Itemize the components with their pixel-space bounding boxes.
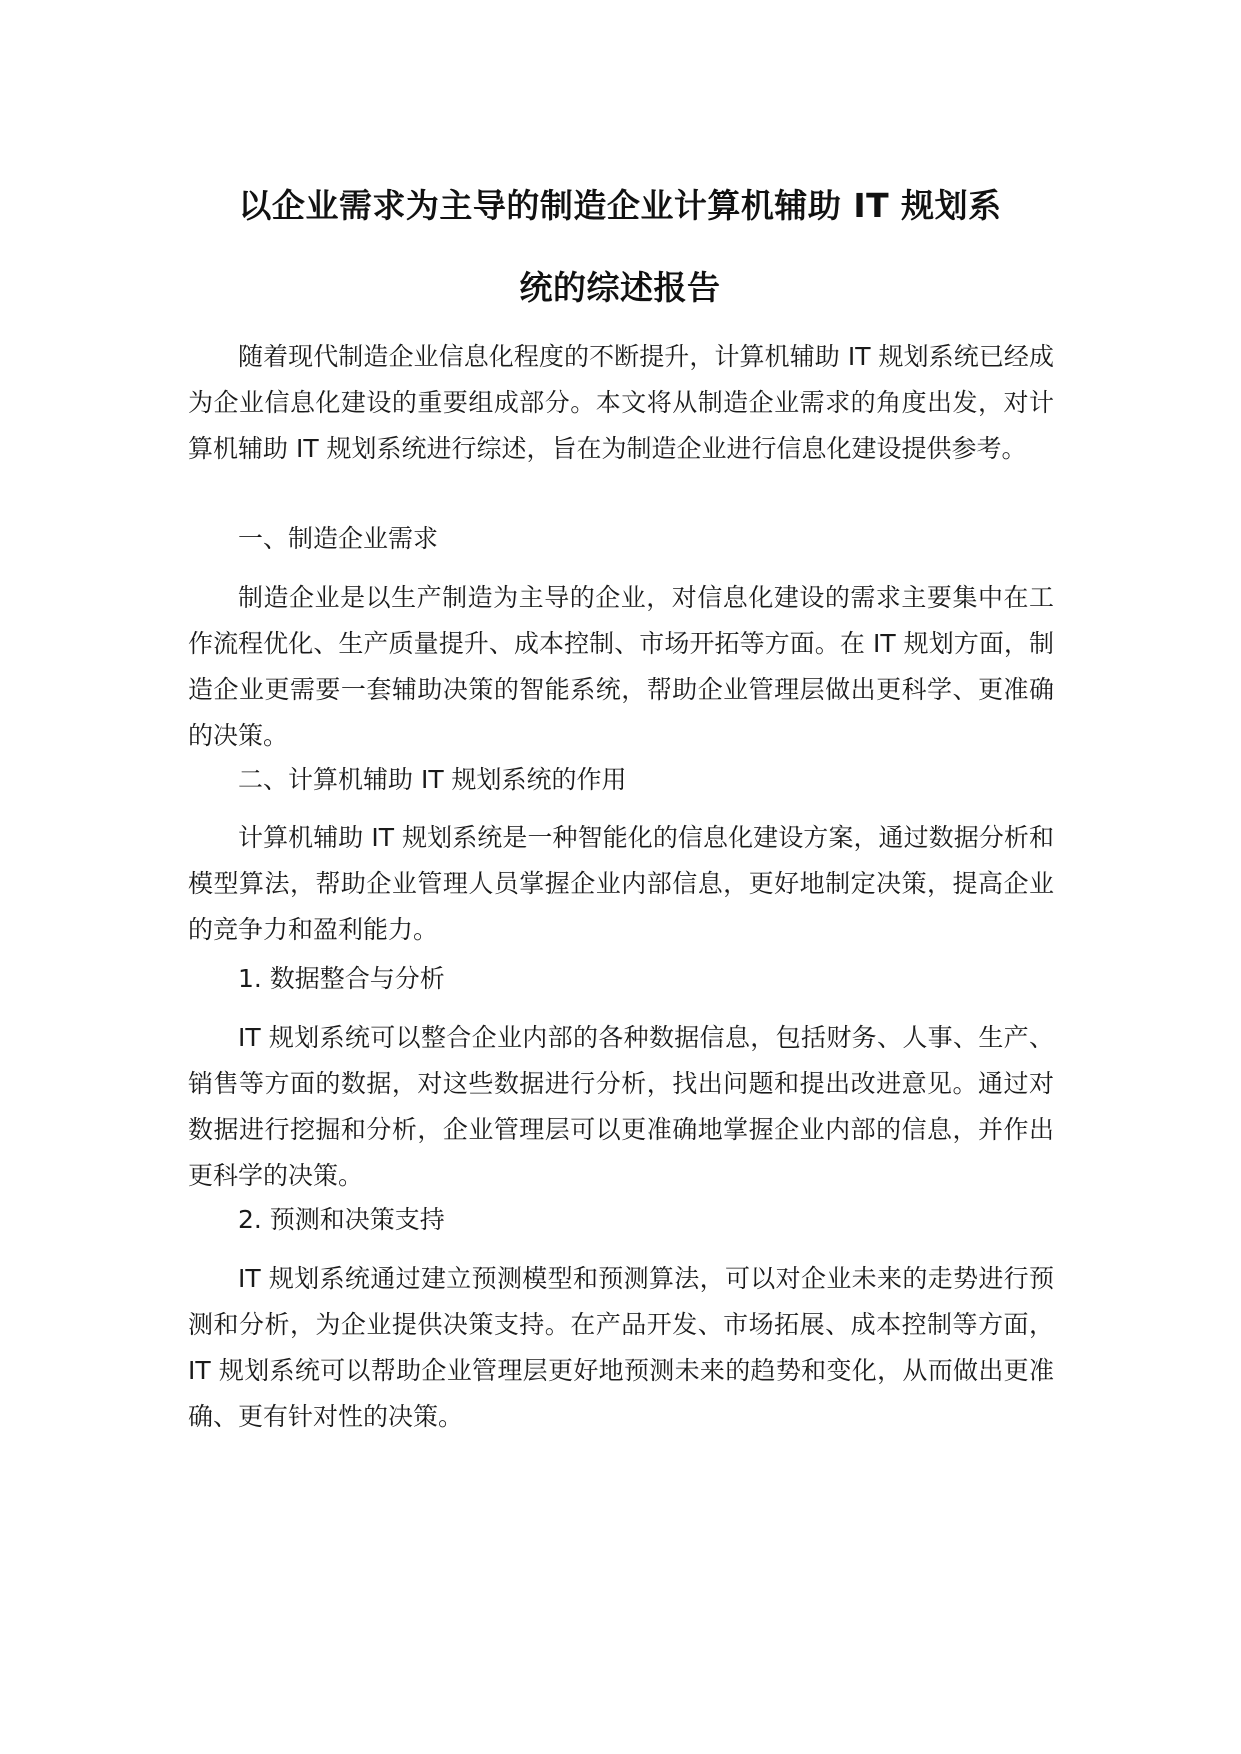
subsection-2-heading: 2. 预测和决策支持 <box>238 1205 445 1234</box>
section-2-paragraph: 计算机辅助 IT 规划系统是一种智能化的信息化建设方案，通过数据分析和模型算法，帮助企业管理人员掌握企业内部信息，更好地制定决策，提高企业的竞争力和盈利能力。 <box>188 823 1054 944</box>
intro-paragraph: 随着现代制造企业信息化程度的不断提升，计算机辅助 IT 规划系统已经成为企业信息化建设的重要组成部分。本文将从制造企业需求的角度出发，对计算机辅助 IT 规划系统进行综述，旨在为制造企业进行信息化建设提供参考。 <box>188 342 1054 463</box>
subsection-1-paragraph: IT 规划系统可以整合企业内部的各种数据信息，包括财务、人事、生产、销售等方面的数据，对这些数据进行分析，找出问题和提出改进意见。通过对数据进行挖掘和分析，企业管理层可以更准确地掌握企业内部的信息，并作出更科学的决策。 <box>188 1023 1054 1190</box>
section-1-paragraph: 制造企业是以生产制造为主导的企业，对信息化建设的需求主要集中在工作流程优化、生产质量提升、成本控制、市场开拓等方面。在 IT 规划方面，制造企业更需要一套辅助决策的智能系统，帮助企业管理层做出更科学、更准确的决策。 <box>188 583 1054 750</box>
subsection-2-paragraph: IT 规划系统通过建立预测模型和预测算法，可以对企业未来的走势进行预测和分析，为企业提供决策支持。在产品开发、市场拓展、成本控制等方面，IT 规划系统可以帮助企业管理层更好地预测未来的趋势和变化，从而做出更准确、更有针对性的决策。 <box>188 1264 1054 1431</box>
section-2-heading: 二、计算机辅助 IT 规划系统的作用 <box>238 765 627 794</box>
document-title-line-2: 统的综述报告 <box>519 268 721 307</box>
subsection-1-heading: 1. 数据整合与分析 <box>238 964 445 993</box>
section-1-heading: 一、制造企业需求 <box>238 524 439 553</box>
document-title-line-1: 以企业需求为主导的制造企业计算机辅助 IT 规划系 <box>238 186 1002 225</box>
